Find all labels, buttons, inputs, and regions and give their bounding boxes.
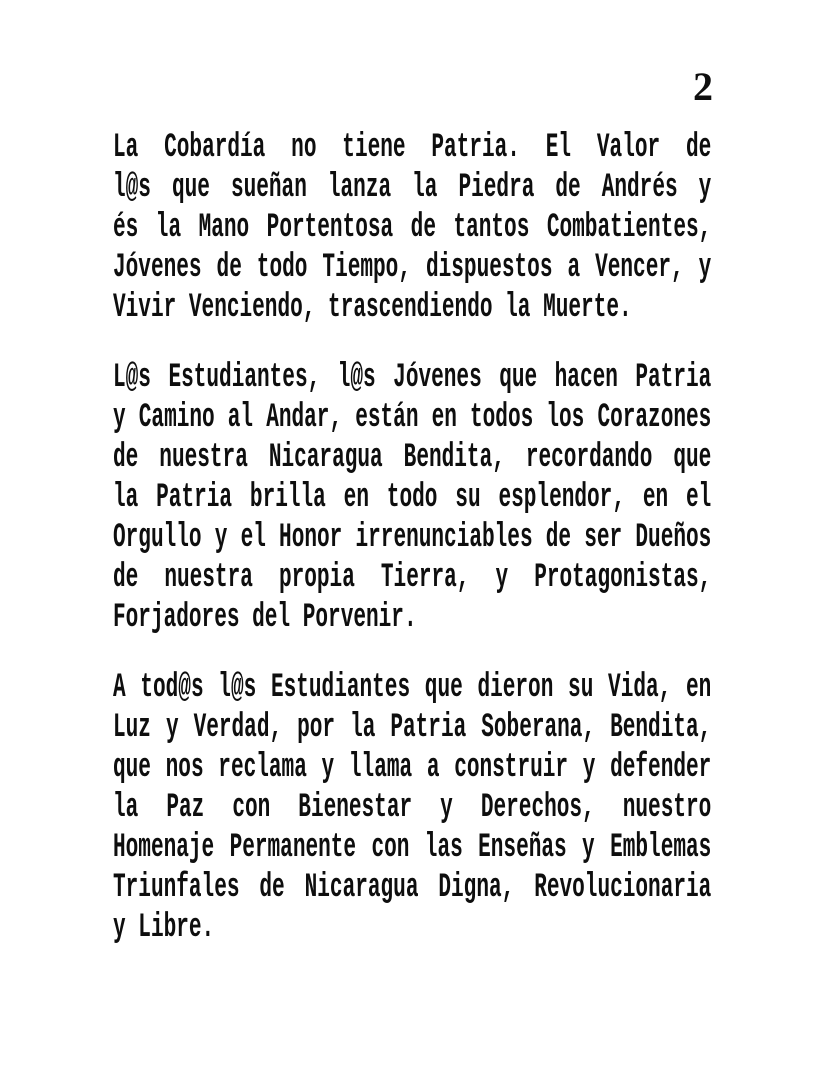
text-line: l@s que sueñan lanza la Piedra de Andrés y	[113, 169, 712, 207]
text-line: Luz y Verdad, por la Patria Soberana, Bendita,	[113, 709, 712, 747]
text-line: Forjadores del Porvenir.	[113, 599, 417, 637]
text-line: de nuestra Nicaragua Bendita, recordando que	[113, 439, 712, 477]
paragraph-1	[113, 128, 712, 328]
text-line: de nuestra propia Tierra, y Protagonistas,	[113, 559, 712, 597]
paragraph-3	[113, 668, 712, 948]
text-line: L@s Estudiantes, l@s Jóvenes que hacen Patria	[113, 359, 712, 397]
text-line: Orgullo y el Honor irrenunciables de ser Dueños	[113, 519, 712, 557]
text-line: Vivir Venciendo, trascendiendo la Muerte.	[113, 289, 632, 327]
text-line: Homenaje Permanente con las Enseñas y Emblemas	[113, 829, 712, 867]
text-line: La Cobardía no tiene Patria. El Valor de	[113, 129, 712, 167]
text-line: Triunfales de Nicaragua Digna, Revolucionaria	[113, 869, 712, 907]
text-line: és la Mano Portentosa de tantos Combatientes,	[113, 209, 712, 247]
document-body	[113, 128, 712, 948]
text-line: la Paz con Bienestar y Derechos, nuestro	[113, 789, 712, 827]
page-number: 2	[693, 64, 712, 109]
text-line: y Camino al Andar, están en todos los Corazones	[113, 399, 712, 437]
text-line: Jóvenes de todo Tiempo, dispuestos a Vencer, y	[113, 249, 712, 287]
text-line: que nos reclama y llama a construir y defender	[113, 749, 712, 787]
text-line: y Libre.	[113, 909, 215, 947]
text-line: A tod@s l@s Estudiantes que dieron su Vida, en	[113, 669, 712, 707]
paragraph-2	[113, 358, 712, 638]
text-line: la Patria brilla en todo su esplendor, en el	[113, 479, 712, 517]
